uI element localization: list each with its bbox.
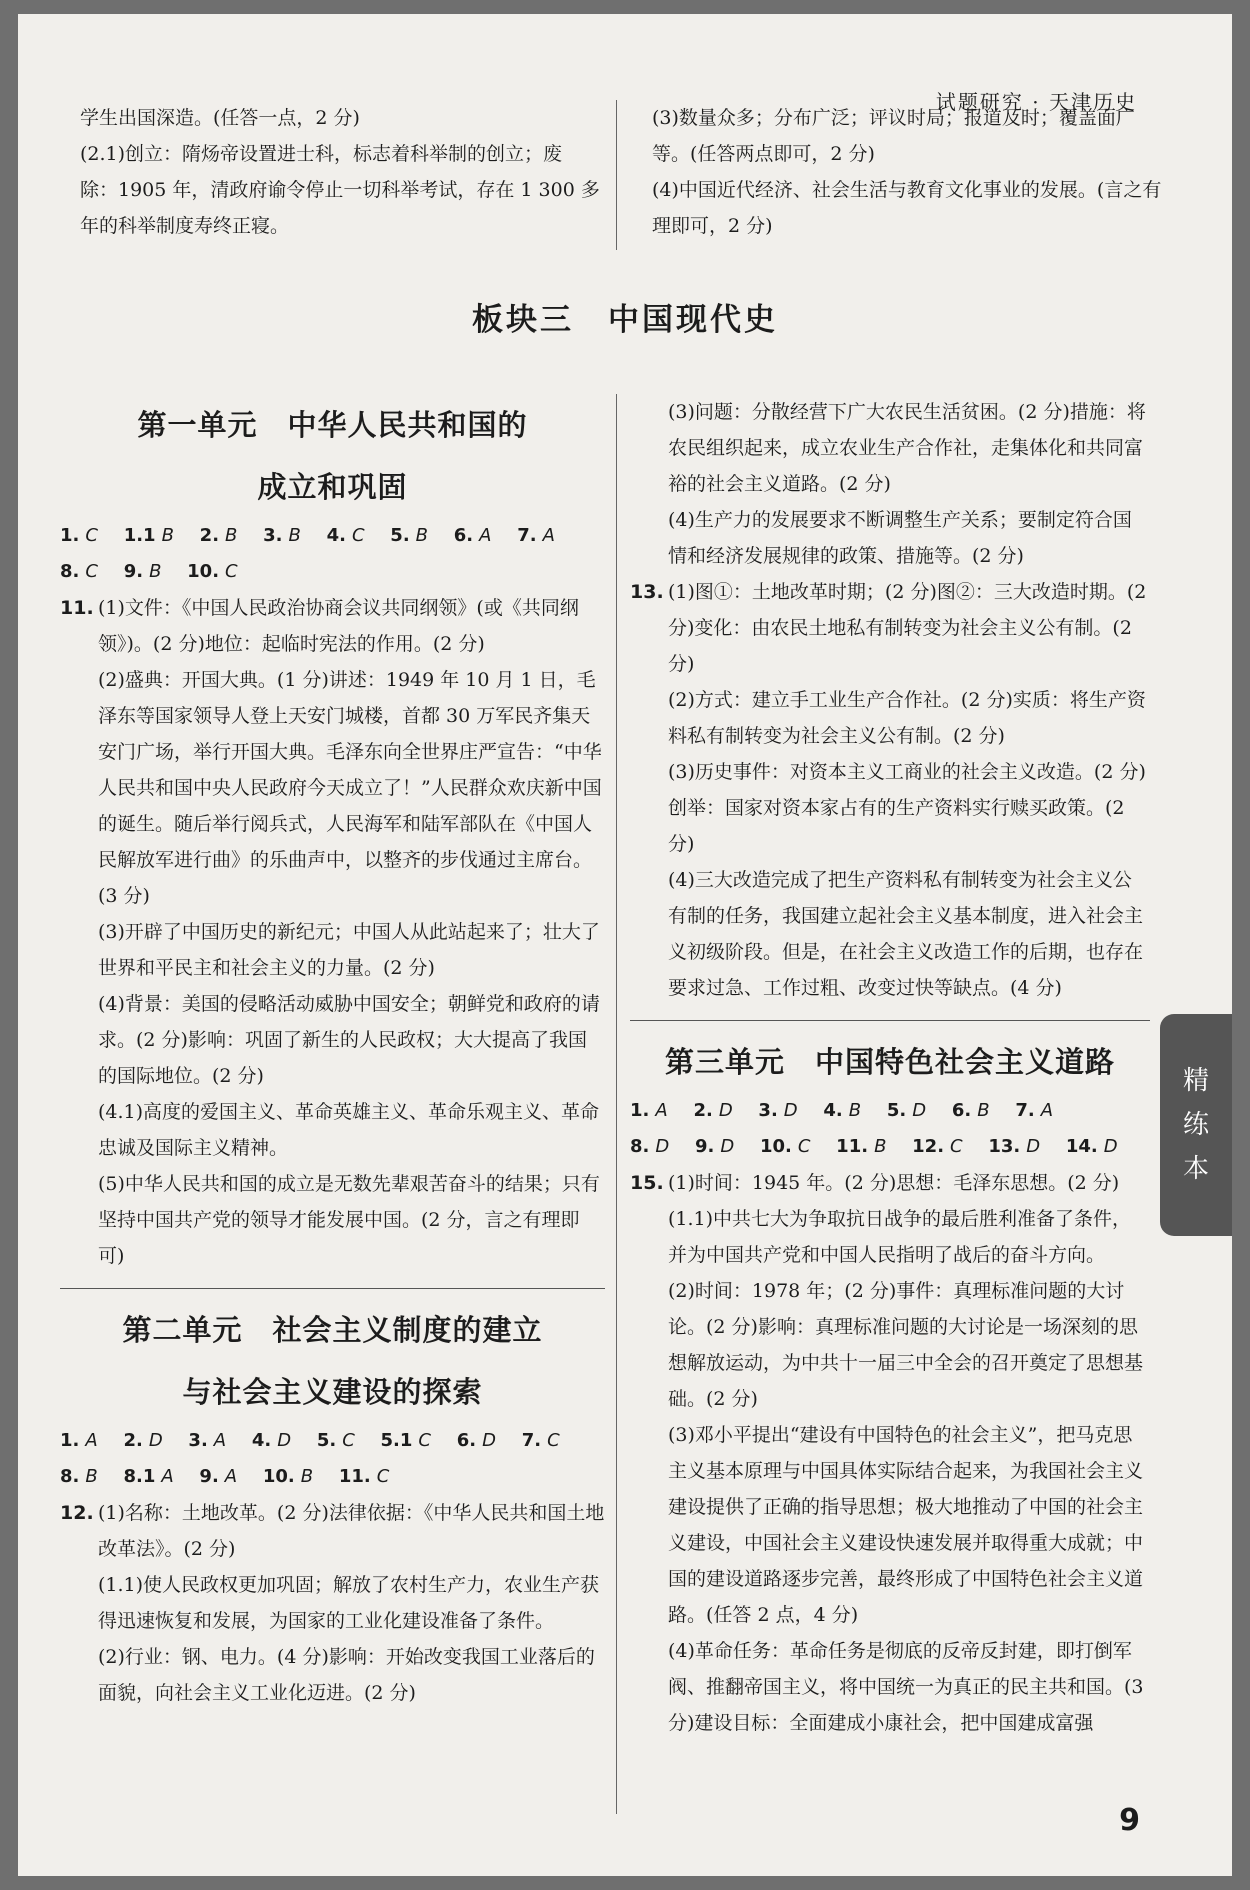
question-number: 15. — [630, 1172, 664, 1194]
paragraph: (3)数量众多；分布广泛；评议时局；报道及时；覆盖面广等。(任答两点即可，2 分) — [652, 107, 1135, 165]
question-15 — [630, 1165, 1150, 1741]
answer-item: 1. A — [630, 1100, 668, 1121]
paragraph: (2)时间：1978 年；(2 分)事件：真理标准问题的大讨论。(2 分)影响：真理标准问题的大讨论是一场深刻的思想解放运动，为中共十一届三中全会的召开奠定了思想基础。(2 分) — [668, 1280, 1144, 1410]
answer-item: 9. D — [694, 1136, 735, 1157]
answer-item: 8. D — [630, 1136, 670, 1157]
right-column — [630, 394, 1150, 1741]
paragraph: (5)中华人民共和国的成立是无数先辈艰苦奋斗的结果；只有坚持中国共产党的领导才能发展中国。(2 分，言之有理即可) — [98, 1173, 600, 1267]
section-divider — [630, 1020, 1150, 1021]
answer-item: 6. A — [453, 525, 492, 546]
column-divider — [616, 100, 617, 250]
answer-item: 6. B — [951, 1100, 990, 1121]
unit3-title: 第三单元 中国特色社会主义道路 — [664, 1045, 1115, 1079]
paragraph: (2)方式：建立手工业生产合作社。(2 分)实质：将生产资料私有制转变为社会主义公有制。(2 分) — [668, 689, 1146, 747]
side-tab-char: 精 — [1182, 1066, 1209, 1096]
paragraph: (2)盛典：开国大典。(1 分)讲述：1949 年 10 月 1 日，毛泽东等国家领导人登上天安门城楼，首都 30 万军民齐集天安门广场，举行开国大典。毛泽东向全世界庄严宣告：“中华人民共和国中央人民政府今天成立了！”人民群众欢庆新中国的诞生。随后举行阅兵式，人民海军和陆军部队在《中国人民解放军进行曲》的乐曲声中，以整齐的步伐通过主席台。(3 分) — [98, 669, 602, 907]
paragraph: (4.1)高度的爱国主义、革命英雄主义、革命乐观主义、革命忠诚及国际主义精神。 — [98, 1101, 600, 1159]
top-right-column — [652, 100, 1172, 244]
answer-item: 8. C — [60, 561, 98, 582]
answer-item: 2. B — [199, 525, 238, 546]
answer-item: 10. C — [759, 1136, 811, 1157]
answer-item: 10. B — [262, 1466, 314, 1487]
left-column — [60, 394, 605, 1711]
answer-item: 5. B — [390, 525, 429, 546]
question-number: 13. — [630, 581, 664, 603]
paragraph: (4)革命任务：革命任务是彻底的反帝反封建，即打倒军阀、推翻帝国主义，将中国统一为真正的民主共和国。(3 分)建设目标：全面建成小康社会，把中国建成富强 — [668, 1640, 1144, 1734]
paragraph: (1.1)中共七大为争取抗日战争的最后胜利准备了条件，并为中国共产党和中国人民指明了战后的奋斗方向。 — [668, 1208, 1132, 1266]
unit1-title: 第一单元 中华人民共和国的 — [137, 408, 528, 442]
answer-item: 10. C — [187, 561, 238, 582]
paragraph: (4)三大改造完成了把生产资料私有制转变为社会主义公有制的任务，我国建立起社会主义基本制度，进入社会主义初级阶段。但是，在社会主义改造工作的后期，也存在要求过急、工作过粗、改变过快等缺点。(4 分) — [668, 869, 1144, 999]
answer-item: 13. D — [988, 1136, 1041, 1157]
unit1-title-cont: 成立和巩固 — [257, 470, 408, 504]
answer-item: 1. C — [60, 525, 98, 546]
paragraph: 学生出国深造。(任答一点，2 分) — [80, 107, 360, 129]
answer-item: 9. B — [123, 561, 162, 582]
answer-row — [60, 554, 605, 590]
answer-row — [60, 518, 605, 554]
document-page — [18, 14, 1232, 1876]
top-left-column — [80, 100, 600, 244]
answer-item: 7. A — [1015, 1100, 1054, 1121]
paragraph: (4)中国近代经济、社会生活与教育文化事业的发展。(言之有理即可，2 分) — [652, 179, 1162, 237]
answer-item: 7. C — [521, 1430, 560, 1451]
answer-row — [630, 1093, 1150, 1129]
side-tab-char: 本 — [1182, 1154, 1209, 1184]
side-tab-char: 练 — [1182, 1110, 1209, 1140]
question-11 — [60, 590, 605, 1274]
answer-item: 5.1 C — [380, 1430, 431, 1451]
question-12-continued — [630, 394, 1150, 574]
paragraph: (4)生产力的发展要求不断调整生产关系；要制定符合国情和经济发展规律的政策、措施等。(2 分) — [668, 509, 1132, 567]
side-tab — [1160, 1014, 1232, 1236]
question-13 — [630, 574, 1150, 1006]
answer-item: 11. C — [338, 1466, 390, 1487]
answer-item: 9. A — [199, 1466, 238, 1487]
answer-item: 1. A — [60, 1430, 98, 1451]
answer-item: 2. D — [123, 1430, 163, 1451]
answer-row — [60, 1423, 605, 1459]
paragraph: (1.1)使人民政权更加巩固；解放了农村生产力，农业生产获得迅速恢复和发展，为国家的工业化建设准备了条件。 — [98, 1574, 600, 1632]
answer-item: 5. D — [886, 1100, 927, 1121]
paragraph: (4)背景：美国的侵略活动威胁中国安全；朝鲜党和政府的请求。(2 分)影响：巩固了新生的人民政权；大大提高了我国的国际地位。(2 分) — [98, 993, 600, 1087]
paragraph: (3)开辟了中国历史的新纪元；中国人从此站起来了；壮大了世界和平民主和社会主义的力量。(2 分) — [98, 921, 600, 979]
answer-item: 3. A — [188, 1430, 227, 1451]
paragraph: 13. (1)图①：土地改革时期；(2 分)图②：三大改造时期。(2 分)变化：由农民土地私有制转变为社会主义公有制。(2 分) — [668, 574, 1150, 682]
answer-item: 4. B — [823, 1100, 862, 1121]
column-divider — [616, 394, 617, 1814]
answer-item: 14. D — [1065, 1136, 1118, 1157]
paragraph: (3)问题：分散经营下广大农民生活贫困。(2 分)措施：将农民组织起来，成立农业生产合作社，走集体化和共同富裕的社会主义道路。(2 分) — [668, 401, 1146, 495]
answer-item: 7. A — [517, 525, 555, 546]
answer-row — [60, 1459, 605, 1495]
answer-item: 1.1 B — [123, 525, 174, 546]
answer-item: 3. D — [758, 1100, 798, 1121]
answer-item: 8. B — [60, 1466, 98, 1487]
answer-item: 5. C — [316, 1430, 355, 1451]
answer-item: 3. B — [263, 525, 301, 546]
answer-row — [630, 1129, 1150, 1165]
paragraph: 12. (1)名称：土地改革。(2 分)法律依据：《中华人民共和国土地改革法》。(2 分) — [98, 1495, 605, 1567]
paragraph: 15. (1)时间：1945 年。(2 分)思想：毛泽东思想。(2 分) — [668, 1165, 1150, 1201]
question-12 — [60, 1495, 605, 1711]
paragraph: (2)行业：钢、电力。(4 分)影响：开始改变我国工业落后的面貌，向社会主义工业化迈进。(2 分) — [98, 1646, 595, 1704]
question-number: 11. — [60, 597, 94, 619]
answer-item: 4. C — [326, 525, 365, 546]
unit2-title-cont: 与社会主义建设的探索 — [182, 1375, 483, 1409]
paragraph: (2.1)创立：隋炀帝设置进士科，标志着科举制的创立；废除：1905 年，清政府谕令停止一切科举考试，存在 1 300 多年的科举制度寿终正寝。 — [80, 143, 600, 237]
answer-item: 2. D — [693, 1100, 733, 1121]
running-header: 试题研究 · 天津历史 — [935, 90, 1137, 114]
section-divider — [60, 1288, 605, 1289]
answer-item: 8.1 A — [123, 1466, 174, 1487]
question-number: 12. — [60, 1502, 94, 1524]
paragraph: (3)邓小平提出“建设有中国特色的社会主义”，把马克思主义基本原理与中国具体实际结合起来，为我国社会主义建设提供了正确的指导思想；极大地推动了中国的社会主义建设，中国社会主义建设快速发展并取得重大成就；中国的建设道路逐步完善，最终形成了中国特色社会主义道路。(任答 2 点，4 分) — [668, 1424, 1144, 1626]
paragraph: (3)历史事件：对资本主义工商业的社会主义改造。(2 分)创举：国家对资本家占有的生产资料实行赎买政策。(2 分) — [668, 761, 1146, 855]
page-number: 9 — [1119, 1803, 1140, 1838]
paragraph: 11. (1)文件：《中国人民政治协商会议共同纲领》(或《共同纲领》)。(2 分)地位：起临时宪法的作用。(2 分) — [98, 590, 605, 662]
answer-item: 4. D — [251, 1430, 292, 1451]
unit2-title: 第二单元 社会主义制度的建立 — [122, 1313, 543, 1347]
answer-item: 6. D — [456, 1430, 496, 1451]
answer-item: 12. C — [912, 1136, 963, 1157]
answer-item: 11. B — [836, 1136, 887, 1157]
module-title: 板块三 中国现代史 — [472, 302, 778, 338]
